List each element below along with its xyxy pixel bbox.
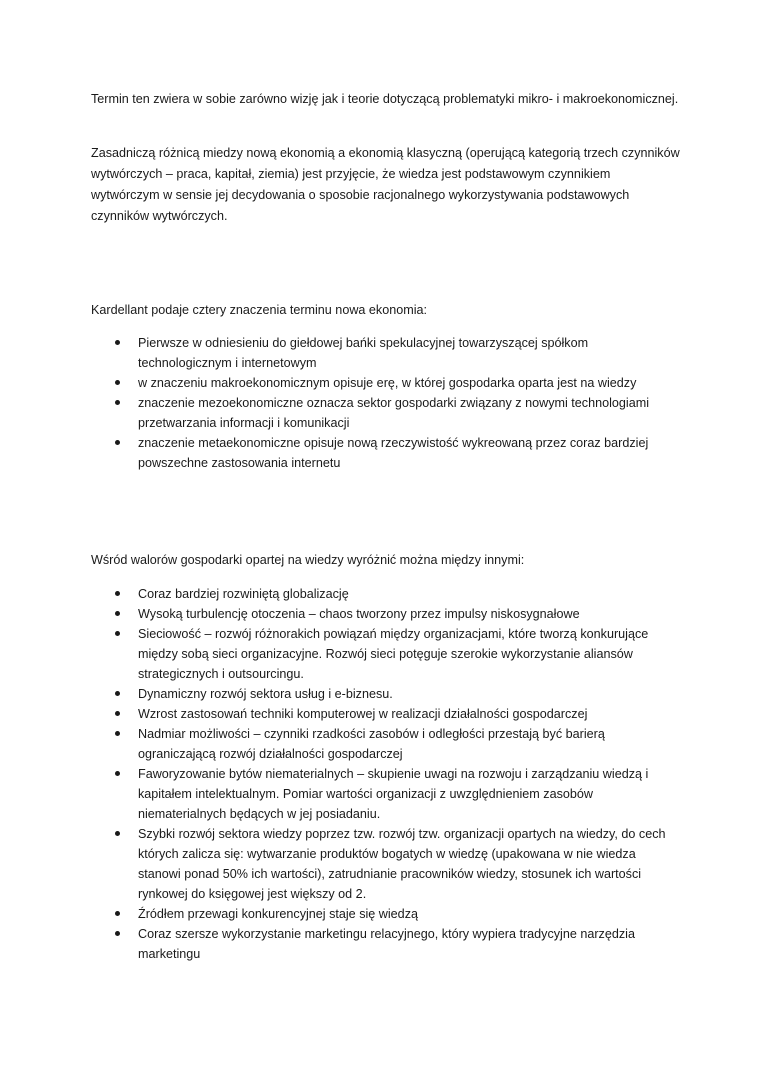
bullet-icon: [115, 400, 120, 405]
bullet-icon: [115, 591, 120, 596]
bullet-icon: [115, 611, 120, 616]
bullet-icon: [115, 711, 120, 716]
paragraph-knowledge-economy-values: Wśród walorów gospodarki opartej na wiedzy wyróżnić można między innymi:: [91, 553, 525, 567]
bullet-icon: [115, 911, 120, 916]
list-item: [91, 724, 681, 764]
list-item-text: Wzrost zastosowań techniki komputerowej w realizacji działalności gospodarczej: [138, 707, 588, 721]
bullet-icon: [115, 831, 120, 836]
list-item-text: Źródłem przewagi konkurencyjnej staje się wiedzą: [138, 907, 418, 921]
list-item-text: Wysoką turbulencję otoczenia – chaos tworzony przez impulsy niskosygnałowe: [138, 607, 580, 621]
list-item: [91, 604, 681, 624]
list-item-text: Coraz szersze wykorzystanie marketingu relacyjnego, który wypiera tradycyjne narzędzia marketingu: [138, 927, 635, 961]
list-item: [91, 684, 681, 704]
paragraph-intro: Termin ten zwiera w sobie zarówno wizję jak i teorie dotyczącą problematyki mikro- i makroekonomicznej.: [91, 92, 679, 106]
list-item: [91, 704, 681, 724]
list-item: [91, 584, 681, 604]
bullet-icon: [115, 380, 120, 385]
list-knowledge-economy-values: [91, 584, 681, 964]
list-item: [91, 393, 681, 433]
list-item: [91, 373, 681, 393]
list-item-text: Nadmiar możliwości – czynniki rzadkości zasobów i odległości przestają być barierą ograniczającą rozwój działalności gospodarczej: [138, 727, 605, 761]
list-item: [91, 624, 681, 684]
list-item: [91, 924, 681, 964]
list-item-text: Faworyzowanie bytów niematerialnych – skupienie uwagi na rozwoju i zarządzaniu wiedzą i kapitałem intelektualnym. Pomiar wartości organizacji z uwzględnieniem zasobów niematerialnych będących w jej posiadaniu.: [138, 767, 649, 821]
list-item-text: w znaczeniu makroekonomicznym opisuje erę, w której gospodarka oparta jest na wiedzy: [138, 376, 637, 390]
list-item-text: znaczenie metaekonomiczne opisuje nową rzeczywistość wykreowaną przez coraz bardziej powszechne zastosowania internetu: [138, 436, 649, 470]
bullet-icon: [115, 631, 120, 636]
list-item: [91, 764, 681, 824]
list-item: [91, 824, 681, 904]
paragraph-new-vs-classical-economy: Zasadniczą różnicą miedzy nową ekonomią a ekonomią klasyczną (operującą kategorią trzech czynników wytwórczych – praca, kapitał, ziemia) jest przyjęcie, że wiedza jest podstawowym czynnikiem wytwórczym w sensie jej decydowania o sposobie racjonalnego wykorzystywania podstawowych czynników wytwórczych.: [91, 146, 680, 223]
bullet-icon: [115, 440, 120, 445]
list-item-text: Pierwsze w odniesieniu do giełdowej bańki spekulacyjnej towarzyszącej spółkom technologicznym i internetowym: [138, 336, 589, 370]
list-item: [91, 904, 681, 924]
list-item-text: Dynamiczny rozwój sektora usług i e-biznesu.: [138, 687, 393, 701]
paragraph-kardellant: Kardellant podaje cztery znaczenia terminu nowa ekonomia:: [91, 303, 428, 317]
bullet-icon: [115, 691, 120, 696]
list-item-text: Szybki rozwój sektora wiedzy poprzez tzw. rozwój tzw. organizacji opartych na wiedzy, do cech których zalicza się: wytwarzanie produktów bogatych w wiedzę (upakowana w nie wiedza stanowi ponad 50% ich wartości), zatrudnianie pracowników wiedzy, stosunek ich wartości rynkowej do księgowej jest większy od 2.: [138, 827, 666, 901]
bullet-icon: [115, 731, 120, 736]
list-new-economy-meanings: [91, 333, 681, 473]
list-item-text: Sieciowość – rozwój różnorakich powiązań między organizacjami, które tworzą konkurujące między sobą sieci organizacyjne. Rozwój sieci potęguje szerokie wykorzystanie aliansów strategicznych i outsourcingu.: [138, 627, 649, 681]
list-item-text: Coraz bardziej rozwiniętą globalizację: [138, 587, 349, 601]
list-item-text: znaczenie mezoekonomiczne oznacza sektor gospodarki związany z nowymi technologiami przetwarzania informacji i komunikacji: [138, 396, 649, 430]
bullet-icon: [115, 931, 120, 936]
bullet-icon: [115, 340, 120, 345]
list-item: [91, 333, 681, 373]
list-item: [91, 433, 681, 473]
bullet-icon: [115, 771, 120, 776]
